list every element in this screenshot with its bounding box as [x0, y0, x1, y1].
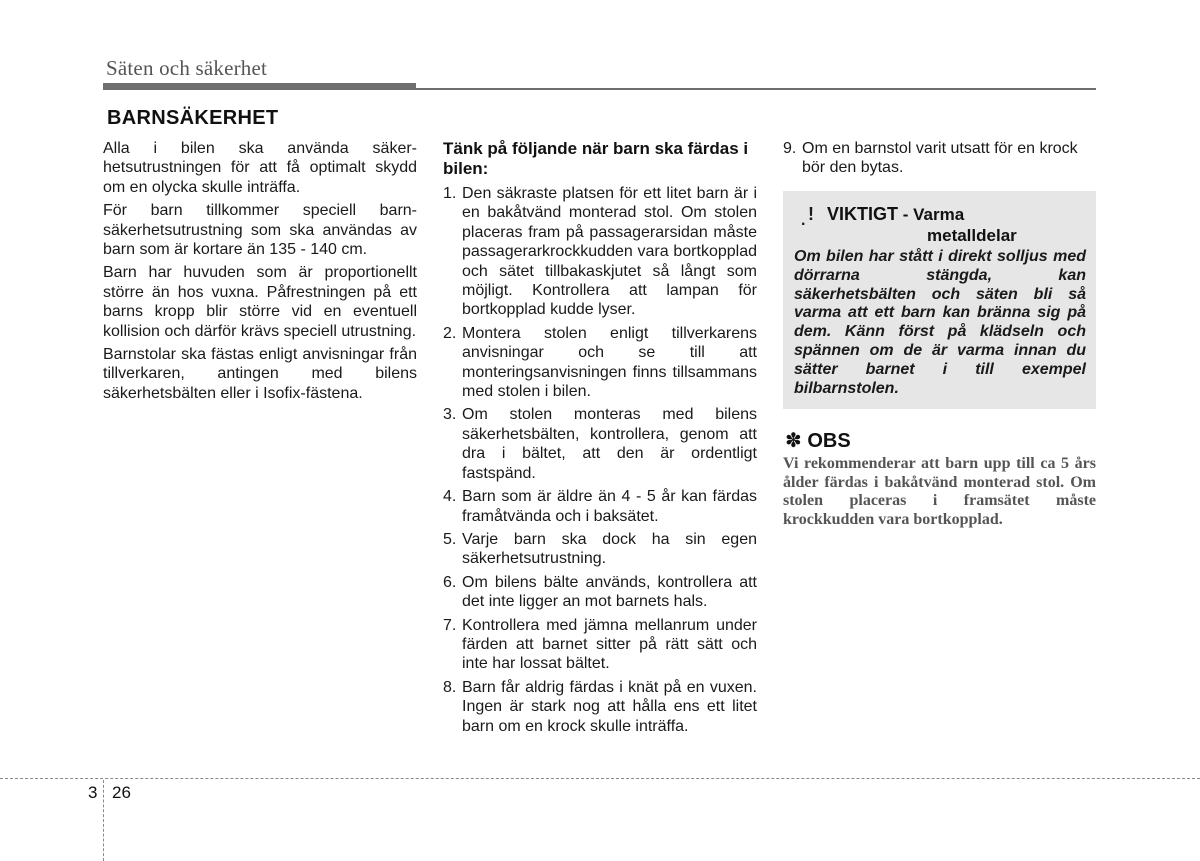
list-item — [443, 573, 757, 612]
note-body: Vi rekommenderar att barn upp till ca 5 års ålder färdas i bakåtvänd monterad stol. Om stolen placeras i framsätet måste krockkudden vara bortkopplad. — [783, 455, 1096, 528]
warning-icon-dot: . — [801, 212, 806, 229]
list-item — [443, 324, 757, 402]
list-item-text: Barn får aldrig färdas i knät på en vuxen. Ingen är stark nog att hålla ens ett litet barn om en krock skulle inträffa. — [462, 678, 757, 735]
warning-icon — [801, 204, 821, 228]
list-item-text: Om bilens bälte används, kontrollera att det inte ligger an mot barnets hals. — [462, 573, 757, 611]
list-item-text: Varje barn ska dock ha sin egen säkerhetsutrustning. — [462, 530, 757, 568]
page-number: 26 — [112, 783, 131, 802]
note-title: OBS — [807, 430, 851, 452]
list-item-number: 4. — [443, 488, 457, 506]
list-item — [443, 678, 757, 736]
list-item-number: 8. — [443, 678, 457, 696]
list-item-number: 1. — [443, 185, 457, 202]
list-item-number: 6. — [443, 573, 457, 591]
right-column — [783, 139, 1097, 178]
chapter-number: 3 — [88, 783, 98, 802]
list-item-text: Kontrollera med jämna mellanrum under färden att barnet sitter på rätt sätt och inte har lossat bältet. — [462, 616, 757, 673]
list-item-text: Om stolen monteras med bilens säkerhetsbälten, kontrollera, genom att dra i bältet, att den är ordentligt fastspänd. — [462, 406, 757, 482]
list-item — [443, 184, 757, 320]
warning-title-rest: - Varma — [902, 205, 965, 224]
section-title: Säten och säkerhet — [106, 56, 268, 80]
note-asterisk-icon: ✽ — [785, 430, 802, 452]
header-rule-thick — [103, 83, 416, 90]
list-item — [443, 487, 757, 526]
warning-body: Om bilen har stått i direkt solljus med dörrarna stängda, kan säkerhetsbälten och säten bli så varma att ett barn kan bränna sig på dem. Känn först på klädseln och spännen om de är varma innan du sätter barnet i till exempel bilbarnstolen. — [794, 248, 1086, 397]
list-item-number: 7. — [443, 616, 457, 634]
warning-title — [827, 204, 1067, 246]
footer-vertical-divider — [103, 780, 104, 861]
list-item-text: Montera stolen enligt tillverkarens anvisningar och se till att monteringsanvisningen finns tillsammans med stolen i bilen. — [462, 324, 757, 401]
header-rule-thin — [416, 88, 1096, 90]
left-column — [103, 139, 417, 407]
list-item — [443, 616, 757, 674]
proportion-paragraph: Barn har huvuden som är proportionellt större än hos vuxna. Påfrestningen på ett barns kropp blir större vid en eventuell kollision och därför krävs speciell utrustning. — [103, 264, 417, 340]
warning-label: VIKTIGT — [827, 204, 898, 224]
mounting-paragraph: Barnstolar ska fästas enligt anvisningar från tillverkaren, antingen med bilens säkerhetsbälten eller i Isofix-fästena. — [103, 346, 417, 402]
list-item — [443, 405, 757, 483]
note-heading — [785, 428, 851, 453]
footer-divider — [0, 778, 1200, 779]
list-item-number: 2. — [443, 324, 457, 342]
list-item-number: 3. — [443, 406, 457, 424]
list-item-number: 9. — [783, 140, 797, 157]
height-paragraph: För barn tillkommer speciell barnsäkerhetsutrustning som ska användas av barn som är kortare än 135 - 140 cm. — [103, 202, 417, 259]
warning-icon-mark: ! — [808, 204, 814, 224]
intro-paragraph: Alla i bilen ska använda säkerhetsutrustningen för att få optimalt skydd om en olycka skulle inträffa. — [103, 140, 417, 196]
checklist — [443, 184, 757, 736]
main-heading: BARNSÄKERHET — [107, 107, 279, 129]
list-item-text: Barn som är äldre än 4 - 5 år kan färdas framåtvända och i baksätet. — [462, 488, 757, 525]
list-item-number: 5. — [443, 530, 457, 548]
warning-title-tail: metalldelar — [927, 226, 1017, 245]
checklist-heading: Tänk på följande när barn ska färdas i bilen: — [443, 139, 749, 178]
list-item — [443, 530, 757, 569]
warning-box — [783, 191, 1096, 409]
list-item-text: Om en barnstol varit utsatt för en krock bör den bytas. — [802, 140, 1078, 177]
middle-column — [443, 139, 757, 740]
list-item — [783, 139, 1097, 178]
list-item-text: Den säkraste platsen för ett litet barn är i en bakåtvänd monterad stol. Om stolen placeras fram på passagerarsidan måste passagerarkrockkudden vara bortkopplad och sätet tillbakaskjutet så långt som möjligt. Kontrollera att lampan för bortkopplad kudde lyser. — [462, 185, 757, 319]
